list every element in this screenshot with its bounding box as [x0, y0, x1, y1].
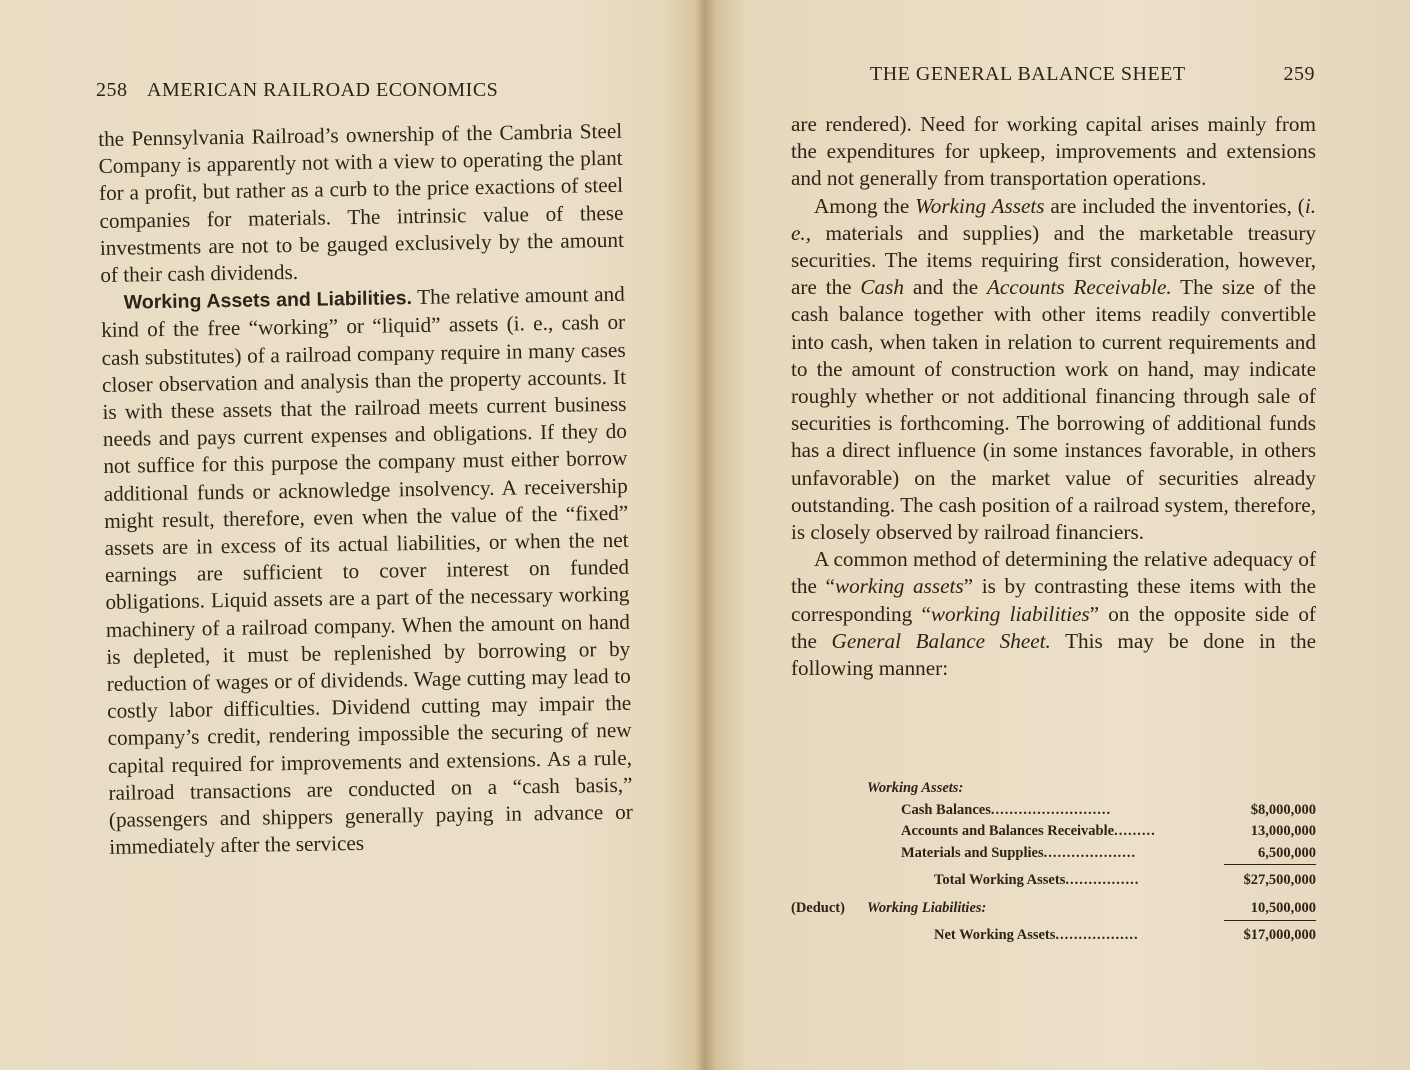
- table-row: [791, 843, 1316, 865]
- right-paragraph-3: [791, 546, 1316, 682]
- italic-working-assets-2: working assets: [834, 574, 964, 599]
- leader-dots: .........: [1114, 823, 1156, 839]
- net-row: [791, 925, 1316, 947]
- text-run: materials and supplies) and the marketable treasury securities. The items requiring first consideration, however, are the: [791, 220, 1317, 300]
- deduct-label: (Deduct): [791, 899, 845, 916]
- text-run: ” on the opposite side of the: [791, 601, 1316, 653]
- working-assets-table: [791, 778, 1316, 947]
- subtotal-rule: [1224, 864, 1316, 865]
- table-row: [791, 821, 1316, 843]
- leader-dots: ..........................: [990, 801, 1112, 818]
- net-working-assets-value: $17,000,000: [1243, 927, 1316, 943]
- left-page-number: 258: [96, 79, 128, 101]
- left-running-head: AMERICAN RAILROAD ECONOMICS: [147, 79, 499, 101]
- cash-balances-value: $8,000,000: [1250, 801, 1316, 818]
- italic-ie: i. e.,: [791, 193, 1317, 245]
- table-row: [791, 800, 1316, 822]
- text-run: This may be done in the following manner:: [791, 628, 1316, 681]
- net-rule: [1224, 920, 1316, 921]
- left-body-text: [98, 118, 633, 862]
- italic-working-assets: Working Assets: [915, 193, 1045, 218]
- left-page: [0, 0, 700, 1070]
- materials-supplies-label: Materials and Supplies: [901, 844, 1044, 861]
- row-label: [901, 800, 1111, 822]
- left-paragraph-2-body: The relative amount and kind of the free “working” or “liquid” assets (i. e., cash or cash substitutes) of a railroad company require in many cases closer observation and analysis than the property accounts. It is with these assets that the railroad meets current business needs and pays current expenses and obligations. If they do not suffice for this purpose the company must either borrow additional funds or acknowledge insolvency. A receivership might result, therefore, even when the value of the “fixed” assets are in excess of its actual liabilities, or when the net earnings are sufficient to cover interest on funded obligations. Liquid assets are a part of the necessary working machinery of a railroad company. When the amount on hand is depleted, it must be replenished by borrowing or by reduction of wages or of dividends. Wage cutting may lead to costly labor difficulties. Dividend cutting may impair the company’s credit, rendering impossible the securing of new capital required for improvements and extensions. As a rule, railroad transactions are conducted on a “cash basis,” (passengers and shippers generally paying in advance or immediately after the services: [101, 281, 634, 860]
- leader-dots: ................: [1065, 872, 1140, 888]
- row-label: [901, 843, 1136, 865]
- row-label: [934, 925, 1139, 947]
- text-run: A common method of determining the relative adequacy of the “: [791, 547, 1316, 599]
- total-working-assets-label: Total Working Assets: [934, 872, 1066, 888]
- accounts-receivable-label: Accounts and Balances Receivable: [901, 823, 1115, 839]
- text-run: and the: [912, 275, 979, 300]
- right-page-number: 259: [1283, 63, 1315, 85]
- text-run: are included the inventories, (: [1050, 193, 1305, 218]
- right-body-text: [791, 111, 1316, 682]
- working-liabilities-value: 10,500,000: [1250, 899, 1316, 916]
- total-row: [791, 870, 1316, 892]
- right-running-head: THE GENERAL BALANCE SHEET: [870, 63, 1186, 85]
- italic-general-balance-sheet: General Balance Sheet.: [831, 628, 1051, 653]
- deduct-row: [791, 898, 1316, 920]
- text-run: The size of the cash balance together with other items readily convertible into cash, when taken in relation to current requirements and to the amount of construction work on hand, may indicate roughly whether or not additional financing through sale of securities is forthcoming. The borrowing of additional funds has a direct influence (in some instances favorable, in others unfavorable) on the market value of securities already outstanding. The cash position of a railroad system, therefore, is closely observed by railroad financiers.: [791, 275, 1317, 545]
- cash-balances-label: Cash Balances: [901, 801, 991, 818]
- right-running-header: [870, 63, 1315, 86]
- accounts-receivable-value: 13,000,000: [1250, 823, 1316, 839]
- italic-cash: Cash: [860, 275, 904, 300]
- text-run: ” is by contrasting these items with the corresponding “: [791, 574, 1316, 626]
- leader-dots: ..................: [1055, 927, 1139, 943]
- materials-supplies-value: 6,500,000: [1258, 844, 1316, 861]
- section-heading-working-assets: Working Assets and Liabilities.: [123, 287, 413, 314]
- working-liabilities-heading: Working Liabilities:: [867, 899, 987, 916]
- left-paragraph-2: [101, 281, 634, 861]
- text-run: Among the: [814, 193, 910, 218]
- right-page: [712, 0, 1410, 1070]
- net-working-assets-label: Net Working Assets: [934, 927, 1056, 943]
- row-label: [901, 821, 1156, 843]
- working-assets-heading: Working Assets:: [867, 780, 964, 796]
- leader-dots: ....................: [1043, 844, 1137, 861]
- row-label: [934, 870, 1139, 892]
- italic-accounts-receivable: Accounts Receivable.: [986, 275, 1172, 300]
- right-paragraph-2: [791, 193, 1316, 547]
- right-paragraph-1: are rendered). Need for working capital arises mainly from the expenditures for upkeep, improvements and extensions and not generally from transportation operations.: [791, 112, 1316, 191]
- italic-working-liabilities: working liabilities: [930, 601, 1090, 626]
- table-heading-row: [791, 778, 1316, 800]
- total-working-assets-value: $27,500,000: [1243, 872, 1316, 888]
- left-running-header: [96, 79, 498, 102]
- left-paragraph-1: the Pennsylvania Railroad’s ownership of the Cambria Steel Company is apparently not with a view to operating the plant for a profit, but rather as a curb to the price exactions of steel companies for materials. The intrinsic value of these investments are not to be gauged exclusively by the amount of their cash dividends.: [98, 118, 625, 287]
